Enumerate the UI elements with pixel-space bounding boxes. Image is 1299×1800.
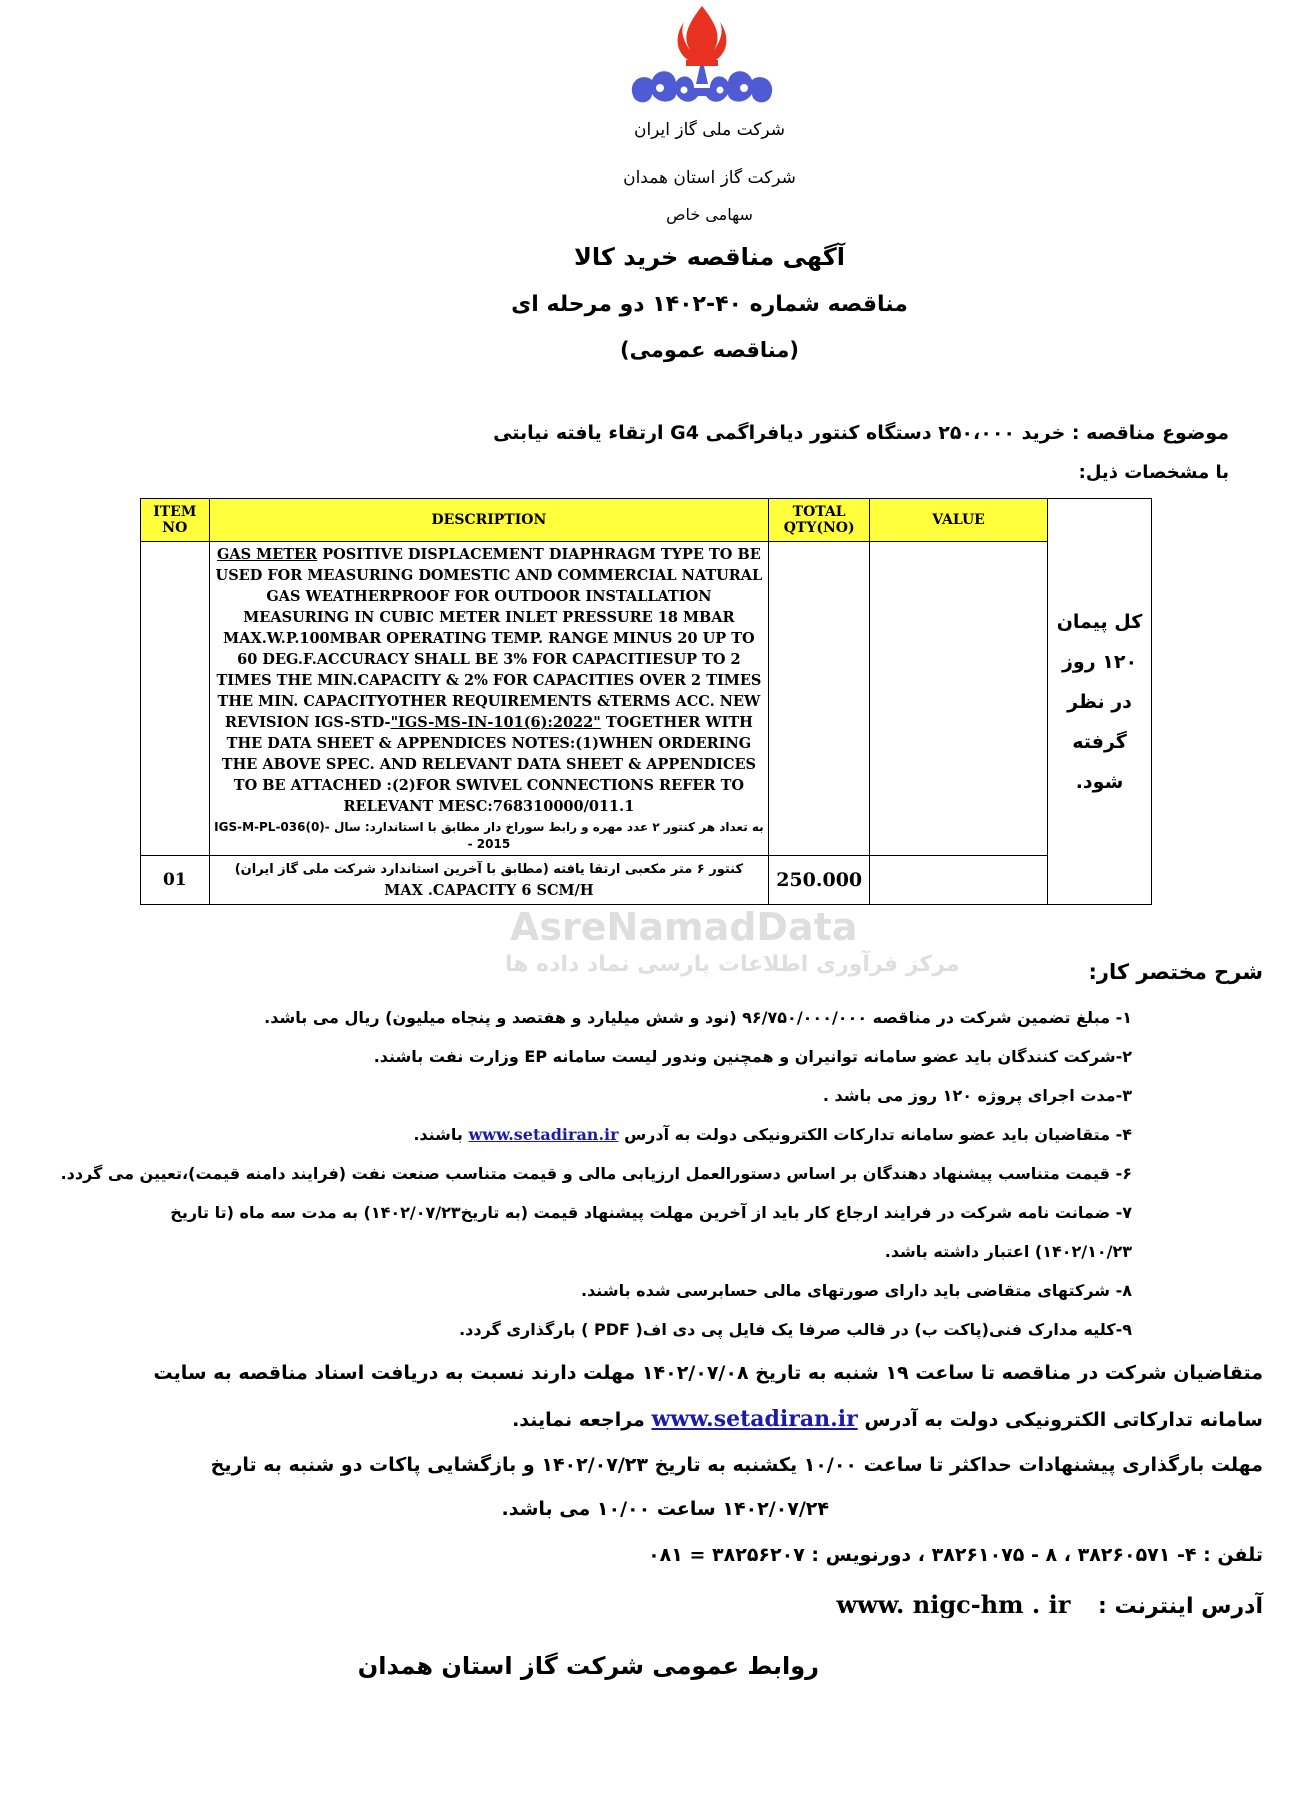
- nigc-logo: [612, 2, 792, 120]
- summary-title: شرح مختصر کار:: [1088, 960, 1263, 984]
- para1-line2-pre: سامانه تدارکاتی الکترونیکی دولت به آدرس: [864, 1409, 1263, 1431]
- header-value: VALUE: [870, 499, 1048, 542]
- watermark: AsreNamadData: [510, 905, 858, 949]
- desc-lead: GAS METER: [217, 546, 318, 563]
- desc-body: POSITIVE DISPLACEMENT DIAPHRAGM TYPE TO BE USED FOR MEASURING DOMESTIC AND COMMERCIAL NATURAL GAS WEATHERPROOF FOR OUTDOOR INSTALLATION MEASURING IN CUBIC METER INLET PRESSURE 18 MBAR MAX.W.P.100MBAR OPERATING TEMP. RANGE MINUS 20 UP TO 60 DEG.F.ACCURACY SHALL BE 3% FOR CAPACITIESUP TO 2 TIMES THE MIN.CAPACITY & 2% FOR CAPACITIES OVER 2 TIMES THE MIN. CAPACITYOTHER REQUIREMENTS &TERMS ACC. NEW REVISION IGS-STD-: [215, 546, 763, 731]
- header-item-no: ITEM NO: [141, 499, 210, 542]
- deadline-paragraph-line2: [512, 1406, 1263, 1432]
- item-6: ۶- قیمت متناسب پیشنهاد دهندگان بر اساس دستورالعمل ارزیابی مالی و قیمت متناسب صنعت نفت (فرایند دامنه قیمت)،تعیین می گردد.: [60, 1164, 1132, 1183]
- specs-label: با مشخصات ذیل:: [1078, 462, 1229, 483]
- footer-public-relations: روابط عمومی شرکت گاز استان همدان: [357, 1652, 819, 1680]
- submission-paragraph-line2: ۱۴۰۲/۰۷/۲۴ ساعت ۱۰/۰۰ می باشد.: [501, 1498, 829, 1520]
- item-1: ۱- مبلغ تضمین شرکت در مناقصه ۹۶/۷۵۰/۰۰۰/۰۰۰ (نود و شش میلیارد و هفتصد و پنجاه میلیون) ریال می باشد.: [264, 1008, 1132, 1027]
- contract-duration-note: کل پیمان ۱۲۰ روز در نظر گرفته شود.: [1048, 499, 1152, 905]
- desc-fa-note: به تعداد هر کنتور ۲ عدد مهره و رابط سوراخ دار مطابق با استاندارد: سال IGS-M-PL-036(0)-- 2015: [214, 820, 764, 851]
- header-total-qty: TOTAL QTY(NO): [769, 499, 870, 542]
- item-no-cell-empty: [141, 542, 210, 856]
- item-4-text: ۴- متقاضیان باید عضو سامانه تدارکات الکترونیکی دولت به آدرس: [624, 1125, 1132, 1144]
- internet-url[interactable]: www. nigc-hm . ir: [836, 1590, 1071, 1619]
- item-7-cont: ۱۴۰۲/۱۰/۲۳) اعتبار داشته باشد.: [884, 1242, 1132, 1261]
- org-name-hamedan: شرکت گاز استان همدان: [623, 168, 796, 188]
- item-desc-fa: کنتور ۶ متر مکعبی ارتقا یافته (مطابق با آخرین استاندارد شرکت ملی گاز ایران): [234, 862, 744, 877]
- internet-label: آدرس اینترنت :: [1098, 1594, 1263, 1619]
- description-cell: [209, 542, 769, 856]
- value-cell-empty: [870, 542, 1048, 856]
- item-4: [413, 1125, 1132, 1144]
- item-9: ۹-کلیه مدارک فنی(پاکت ب) در قالب صرفا یک فایل پی دی اف( PDF ) بارگذاری گردد.: [459, 1320, 1132, 1339]
- submission-paragraph-line1: مهلت بارگذاری پیشنهادات حداکثر تا ساعت ۱۰/۰۰ یکشنبه به تاریخ ۱۴۰۲/۰۷/۲۳ و بازگشایی پاکات دو شنبه به تاریخ: [210, 1454, 1263, 1476]
- item-value: [870, 856, 1048, 905]
- para1-line2-post: مراجعه نمایند.: [512, 1409, 645, 1431]
- spec-table: [140, 498, 1152, 905]
- qty-cell-empty: [769, 542, 870, 856]
- org-type: سهامی خاص: [666, 205, 753, 224]
- item-8: ۸- شرکتهای متقاضی باید دارای صورتهای مالی حسابرسی شده باشند.: [580, 1281, 1132, 1300]
- item-qty: 250.000: [769, 856, 870, 905]
- notice-title: آگهی مناقصه خرید کالا: [574, 243, 845, 271]
- watermark-fa: مرکز فرآوری اطلاعات پارسی نماد داده ها: [505, 952, 960, 977]
- org-name-nigc: شرکت ملی گاز ایران: [633, 120, 786, 140]
- para1-site-link[interactable]: www.setadiran.ir: [651, 1406, 858, 1432]
- deadline-paragraph-line1: متقاضیان شرکت در مناقصه تا ساعت ۱۹ شنبه به تاریخ ۱۴۰۲/۰۷/۰۸ مهلت دارند نسبت به دریافت اسناد مناقصه به سایت: [153, 1362, 1263, 1384]
- header-description: DESCRIPTION: [209, 499, 769, 542]
- item-4-suffix: باشند.: [413, 1125, 463, 1144]
- desc-tail: TOGETHER WITH THE DATA SHEET & APPENDICES NOTES:(1)WHEN ORDERING THE ABOVE SPEC. AND RELEVANT DATA SHEET & APPENDICES TO BE ATTACHED :(2)FOR SWIVEL CONNECTIONS REFER TO RELEVANT MESC:768310000/011.1: [221, 714, 757, 815]
- desc-standard: "IGS-MS-IN-101(6):2022": [390, 714, 601, 731]
- item-no: 01: [141, 856, 210, 905]
- item-4-site-link[interactable]: www.setadiran.ir: [468, 1125, 619, 1144]
- item-description: [209, 856, 769, 905]
- tender-subject: موضوع مناقصه : خرید ۲۵۰،۰۰۰ دستگاه کنتور دیافراگمی G4 ارتقاء یافته نیابتی: [493, 422, 1229, 444]
- tender-number: مناقصه شماره ۴۰-۱۴۰۲ دو مرحله ای: [511, 292, 908, 317]
- phone-line: تلفن : ۴- ۳۸۲۶۰۵۷۱ ، ۸ - ۳۸۲۶۱۰۷۵ ، دورنویس : ۳۸۲۵۶۲۰۷ = ۰۸۱: [648, 1544, 1263, 1566]
- internet-address: [836, 1590, 1263, 1619]
- item-3: ۳-مدت اجرای پروژه ۱۲۰ روز می باشد .: [822, 1086, 1132, 1105]
- tender-type: (مناقصه عمومی): [620, 338, 799, 362]
- item-desc-en: MAX .CAPACITY 6 SCM/H: [384, 882, 594, 899]
- item-2: ۲-شرکت کنندگان باید عضو سامانه توانیران و همچنین وندور لیست سامانه EP وزارت نفت باشند.: [373, 1047, 1132, 1066]
- item-7: ۷- ضمانت نامه شرکت در فرایند ارجاع کار باید از آخرین مهلت پیشنهاد قیمت (به تاریخ۱۴۰۲/۰۷/۲۳) به مدت سه ماه (تا تاریخ: [170, 1203, 1132, 1222]
